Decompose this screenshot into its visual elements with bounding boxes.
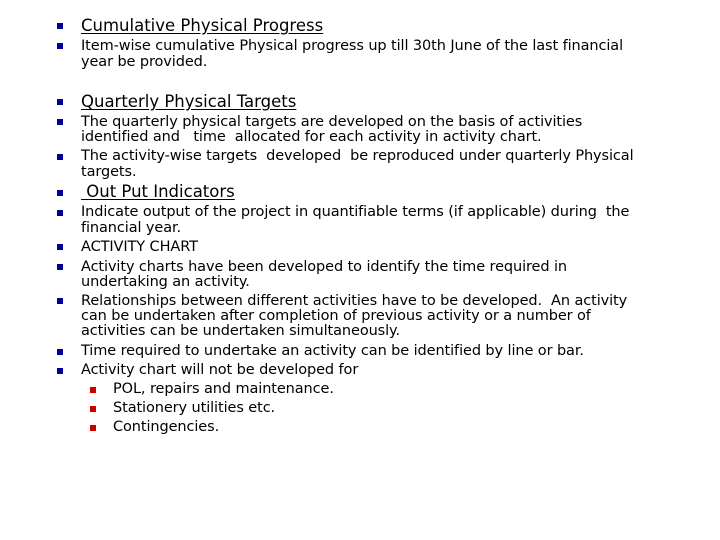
bullet-icon <box>57 99 63 105</box>
sub-bullet-icon <box>90 406 96 412</box>
list-item-text: identified and time allocated for each activity in activity chart. <box>81 129 542 145</box>
list-item-text: Item-wise cumulative Physical progress up till 30th June of the last financial <box>81 38 623 54</box>
list-item-text: activities can be undertaken simultaneously. <box>81 323 400 339</box>
bullet-icon <box>57 368 63 374</box>
sub-list-item-text: POL, repairs and maintenance. <box>113 381 334 397</box>
list-item-text: year be provided. <box>81 54 208 70</box>
list-item-text: undertaking an activity. <box>81 274 250 290</box>
list-item-text: The activity-wise targets developed be reproduced under quarterly Physical <box>81 148 634 164</box>
list-item-text: financial year. <box>81 220 182 236</box>
bullet-icon <box>57 349 63 355</box>
list-item-text: Relationships between different activities have to be developed. An activity <box>81 293 628 309</box>
heading-output-indicators: Out Put Indicators <box>81 182 235 201</box>
bullet-icon <box>57 154 63 160</box>
bullet-icon <box>57 119 63 125</box>
bullet-icon <box>57 298 63 304</box>
list-item-text: ACTIVITY CHART <box>81 239 198 255</box>
list-item-text: Activity charts have been developed to identify the time required in <box>81 259 568 275</box>
sub-list-item-text: Stationery utilities etc. <box>113 400 276 416</box>
heading-cumulative-physical-progress: Cumulative Physical Progress <box>81 16 324 35</box>
list-item-text: targets. <box>81 164 137 180</box>
list-item-text: can be undertaken after completion of previous activity or a number of <box>81 308 591 324</box>
bullet-icon <box>57 264 63 270</box>
heading-quarterly-physical-targets: Quarterly Physical Targets <box>81 92 297 111</box>
bullet-icon <box>57 23 63 29</box>
bullet-icon <box>57 190 63 196</box>
sub-bullet-icon <box>90 387 96 393</box>
bullet-icon <box>57 210 63 216</box>
list-item-text: Indicate output of the project in quantifiable terms (if applicable) during the <box>81 204 630 220</box>
sub-list-item-text: Contingencies. <box>113 419 220 435</box>
bullet-icon <box>57 244 63 250</box>
sub-bullet-icon <box>90 425 96 431</box>
list-item-text: Time required to undertake an activity can be identified by line or bar. <box>81 343 584 359</box>
list-item-text: Activity chart will not be developed for <box>81 362 359 378</box>
bullet-icon <box>57 43 63 49</box>
list-item-text: The quarterly physical targets are developed on the basis of activities <box>81 114 583 130</box>
